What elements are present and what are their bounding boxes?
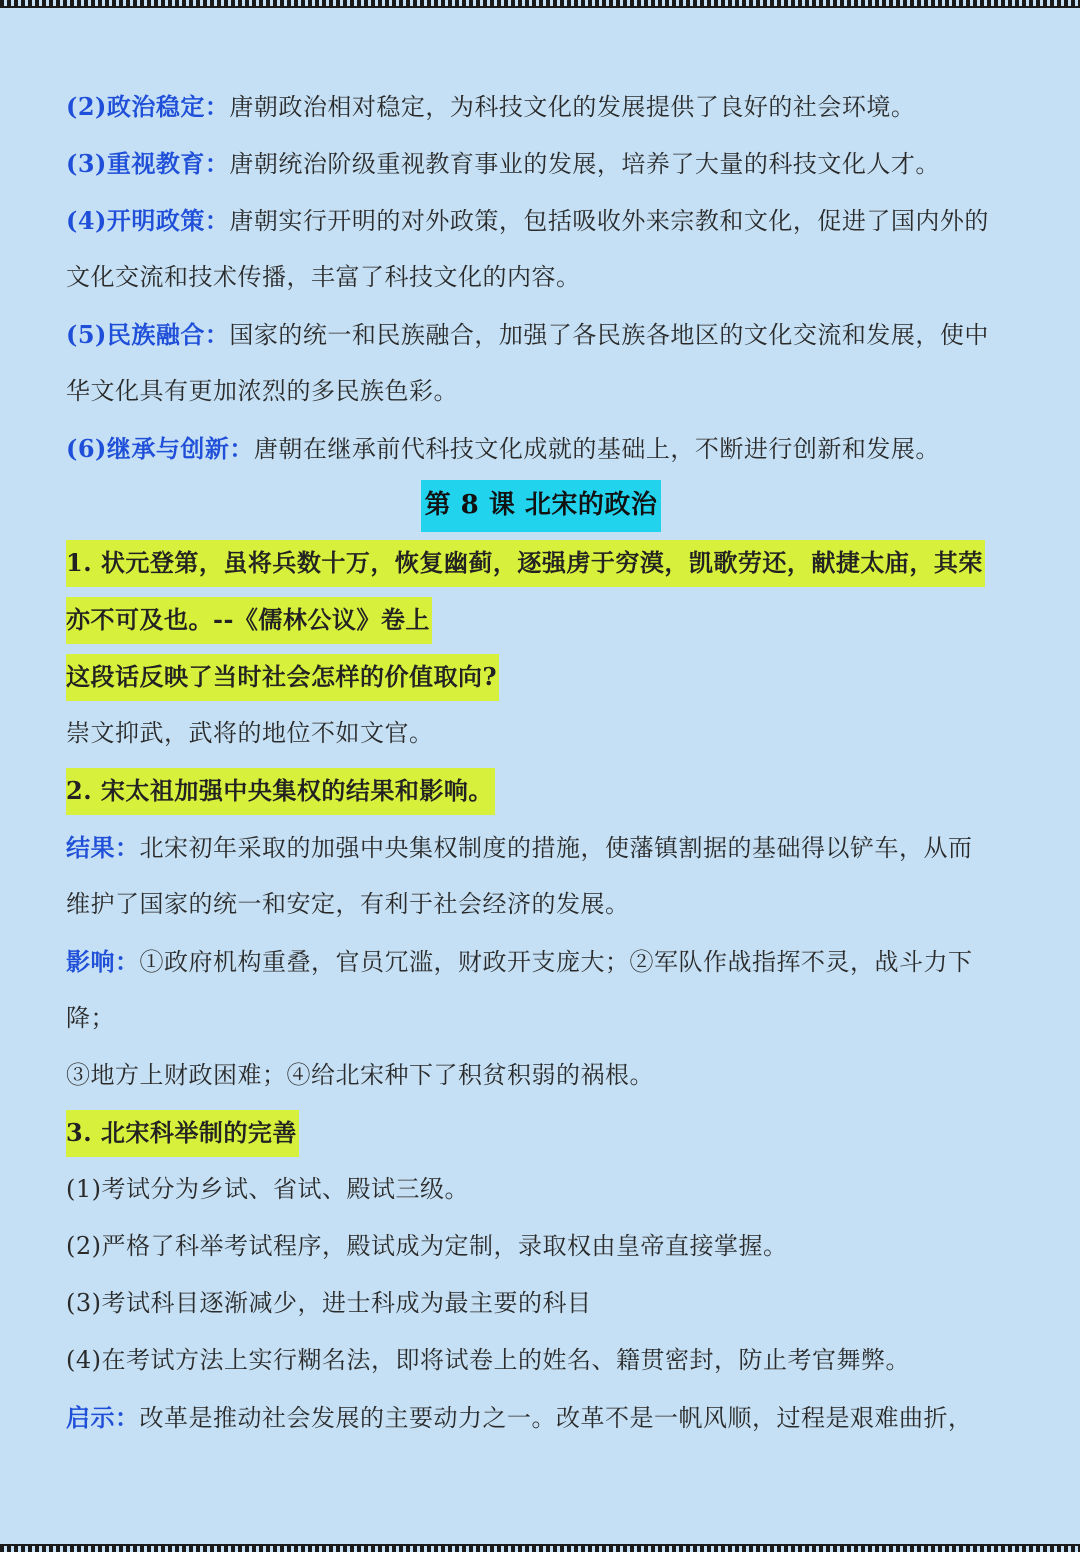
q1-question: 这段话反映了当时社会怎样的价值取向? xyxy=(66,654,499,701)
impact-text: ①政府机构重叠，官员冗滥，财政开支庞大；②军队作战指挥不灵，战斗力下 xyxy=(139,948,973,976)
q3-insight xyxy=(66,1389,1016,1446)
item-text: 唐朝统治阶级重视教育事业的发展，培养了大量的科技文化人才。 xyxy=(229,150,940,178)
lesson-title: 第 8 课 北宋的政治 xyxy=(421,480,662,532)
item-label: (4)开明政策： xyxy=(66,206,230,235)
impact-label: 影响： xyxy=(66,947,140,976)
q1-quote-source: 亦不可及也。--《儒林公议》卷上 xyxy=(66,597,432,644)
item-education xyxy=(66,135,1016,192)
q2-result xyxy=(66,819,1016,876)
q2-impact-more: ③地方上财政困难；④给北宋种下了积贫积弱的祸根。 xyxy=(66,1061,654,1089)
q3-point: (1)考试分为乡试、省试、殿试三级。 xyxy=(66,1175,469,1203)
lesson-title-row xyxy=(66,477,1016,534)
item-inheritance-innovation xyxy=(66,420,1016,477)
item-ethnic-fusion-cont: 华文化具有更加浓烈的多民族色彩。 xyxy=(66,377,458,405)
q2-heading: 2. 宋太祖加强中央集权的结果和影响。 xyxy=(66,768,495,815)
item-text: 唐朝实行开明的对外政策，包括吸收外来宗教和文化，促进了国内外的 xyxy=(229,207,989,235)
q2-impact xyxy=(66,933,1016,990)
q3-heading-row xyxy=(66,1104,1016,1161)
q2-impact-cont: 降； xyxy=(66,1004,115,1032)
item-label: (5)民族融合： xyxy=(66,320,230,349)
q3-heading: 3. 北宋科举制的完善 xyxy=(66,1110,299,1157)
q1-quote-line1 xyxy=(66,534,1016,591)
item-political-stability xyxy=(66,78,1016,135)
item-text: 唐朝政治相对稳定，为科技文化的发展提供了良好的社会环境。 xyxy=(229,93,916,121)
item-open-policy-cont: 文化交流和技术传播，丰富了科技文化的内容。 xyxy=(66,263,581,291)
item-open-policy xyxy=(66,192,1016,249)
item-label: (3)重视教育： xyxy=(66,149,230,178)
item-text: 唐朝在继承前代科技文化成就的基础上，不断进行创新和发展。 xyxy=(253,435,940,463)
q2-heading-row xyxy=(66,762,1016,819)
insight-text: 改革是推动社会发展的主要动力之一。改革不是一帆风顺，过程是艰难曲折， xyxy=(139,1404,973,1432)
top-dotted-border xyxy=(0,0,1080,8)
item-ethnic-fusion xyxy=(66,306,1016,363)
bottom-dotted-border xyxy=(0,1544,1080,1552)
document-body xyxy=(66,78,1016,1446)
q3-point: (2)严格了科举考试程序，殿试成为定制，录取权由皇帝直接掌握。 xyxy=(66,1232,788,1260)
q3-point: (4)在考试方法上实行糊名法，即将试卷上的姓名、籍贯密封，防止考官舞弊。 xyxy=(66,1346,910,1374)
result-label: 结果： xyxy=(66,833,140,862)
q2-result-cont: 维护了国家的统一和安定，有利于社会经济的发展。 xyxy=(66,890,630,918)
q1-quote-line2 xyxy=(66,591,1016,648)
q3-point: (3)考试科目逐渐减少，进士科成为最主要的科目 xyxy=(66,1289,592,1317)
q1-answer: 崇文抑武，武将的地位不如文官。 xyxy=(66,719,434,747)
result-text: 北宋初年采取的加强中央集权制度的措施，使藩镇割据的基础得以铲车，从而 xyxy=(139,834,973,862)
item-label: (2)政治稳定： xyxy=(66,92,230,121)
item-label: (6)继承与创新： xyxy=(66,434,254,463)
q1-question-row xyxy=(66,648,1016,705)
item-text: 国家的统一和民族融合，加强了各民族各地区的文化交流和发展，使中 xyxy=(229,321,989,349)
insight-label: 启示： xyxy=(66,1403,140,1432)
q1-quote: 1. 状元登第，虽将兵数十万，恢复幽蓟，逐强虏于穷漠，凯歌劳还，献捷太庙，其荣 xyxy=(66,540,985,587)
